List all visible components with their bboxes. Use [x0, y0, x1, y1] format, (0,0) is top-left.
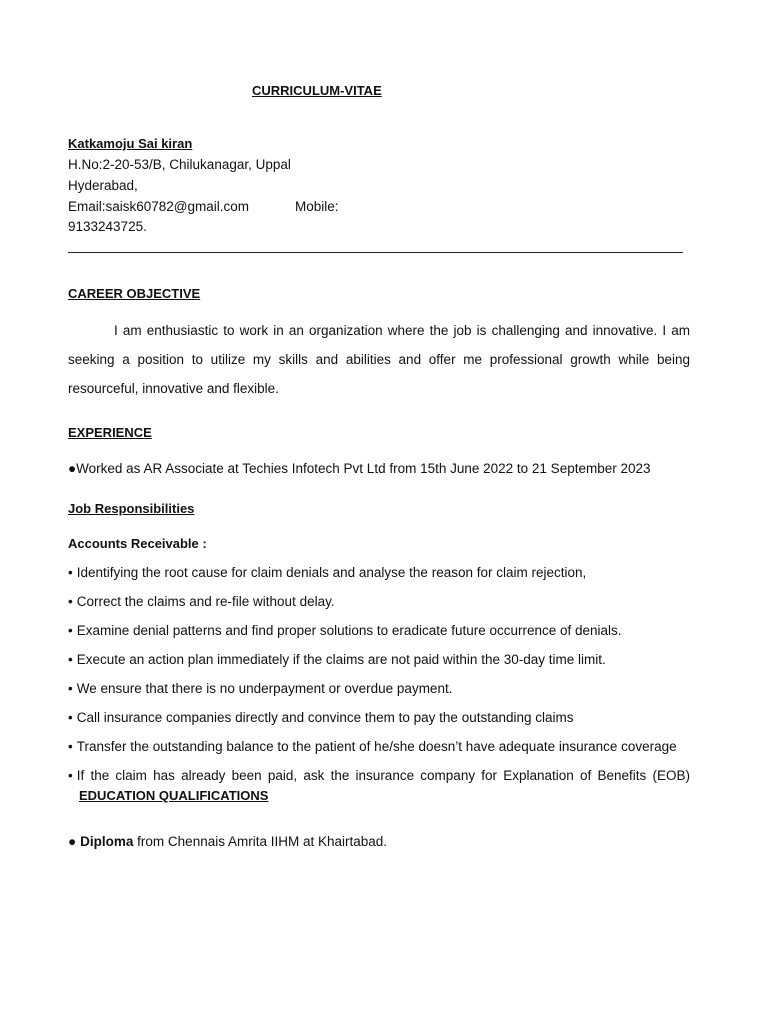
mobile-label: Mobile:: [295, 199, 339, 214]
address-line-1: H.No:2-20-53/B, Chilukanagar, Uppal: [68, 157, 291, 172]
list-item-text: Call insurance companies directly and convince them to pay the outstanding claims: [76, 710, 574, 725]
education-detail: from Chennais Amrita IIHM at Khairtabad.: [133, 834, 388, 849]
bullet-icon: •: [68, 681, 73, 696]
education-degree: Diploma: [80, 834, 134, 849]
career-objective-text: [68, 316, 690, 403]
list-item: [68, 737, 690, 766]
list-item-text: Execute an action plan immediately if the claims are not paid within the 30-day time limit.: [76, 652, 606, 667]
list-item: [68, 708, 690, 737]
job-responsibilities-heading: Job Responsibilities: [68, 501, 195, 516]
list-item: [68, 766, 690, 786]
address-line-2: Hyderabad,: [68, 178, 138, 193]
list-item-text: Transfer the outstanding balance to the patient of he/she doesn’t have adequate insurance coverage: [76, 739, 677, 754]
list-item-text: Examine denial patterns and find proper solutions to eradicate future occurrence of denials.: [76, 623, 622, 638]
list-item: [68, 650, 690, 679]
bullet-icon: •: [68, 768, 73, 783]
list-item: [68, 563, 690, 592]
candidate-name: Katkamoju Sai kiran: [68, 136, 193, 151]
document-title: CURRICULUM-VITAE: [252, 83, 382, 98]
header-divider: [68, 252, 683, 253]
experience-heading: EXPERIENCE: [68, 425, 152, 440]
mobile-number: 9133243725.: [68, 219, 147, 234]
bullet-icon: •: [68, 594, 73, 609]
experience-item: [68, 461, 651, 476]
bullet-icon: •: [68, 739, 73, 754]
list-item-text: We ensure that there is no underpayment or overdue payment.: [76, 681, 453, 696]
bullet-icon: •: [68, 652, 73, 667]
list-item-text: If the claim has already been paid, ask the insurance company for Explanation of Benefits (EOB): [76, 768, 690, 783]
list-item: [68, 592, 690, 621]
bullet-icon: •: [68, 710, 73, 725]
bullet-icon: •: [68, 565, 73, 580]
list-item: [68, 621, 690, 650]
education-item: [68, 834, 387, 849]
career-objective-body: I am enthusiastic to work in an organization where the job is challenging and innovative. I am seeking a position to utilize my skills and abilities and offer me professional growth while being resourceful, innovative and flexible.: [68, 323, 690, 396]
list-item-text: Identifying the root cause for claim denials and analyse the reason for claim rejection,: [76, 565, 587, 580]
list-item-text: Correct the claims and re-file without delay.: [76, 594, 335, 609]
responsibilities-list: [68, 563, 690, 786]
list-item: [68, 679, 690, 708]
experience-item-text: Worked as AR Associate at Techies Infotech Pvt Ltd from 15th June 2022 to 21 September 2023: [76, 461, 651, 476]
bullet-icon: ●: [68, 834, 77, 849]
education-heading: EDUCATION QUALIFICATIONS: [79, 788, 269, 803]
bullet-icon: •: [68, 623, 73, 638]
email-text: Email:saisk60782@gmail.com: [68, 199, 250, 214]
accounts-receivable-subheading: Accounts Receivable :: [68, 536, 207, 551]
career-objective-heading: CAREER OBJECTIVE: [68, 286, 201, 301]
bullet-icon: ●: [68, 461, 77, 476]
